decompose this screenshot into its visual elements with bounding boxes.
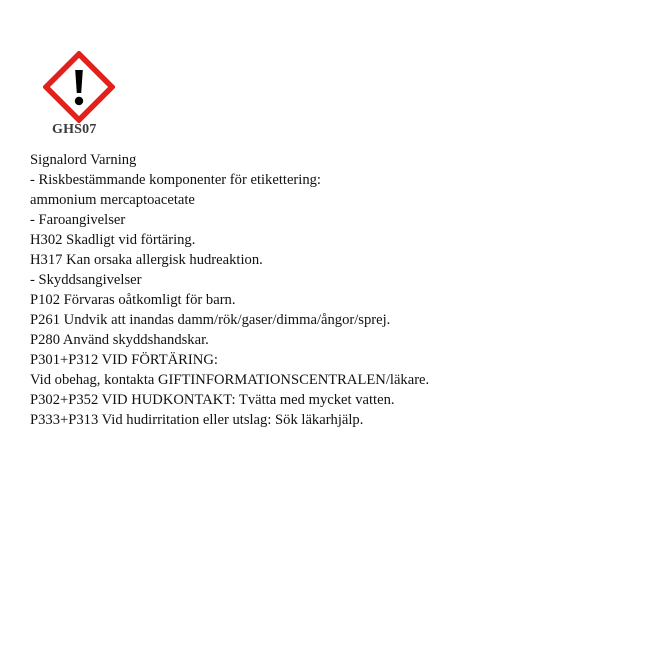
label-text-block [30,150,630,430]
precautionary-statement: P280 Använd skyddshandskar. [30,332,209,348]
precautionary-statement: P301+P312 VID FÖRTÄRING: [30,352,218,368]
precautionary-statement: P102 Förvaras oåtkomligt för barn. [30,292,236,308]
signal-word: Signalord Varning [30,152,137,168]
ghs-code-label: GHS07 [52,122,97,137]
exclamation-mark-icon [43,51,115,123]
components-heading: - Riskbestämmande komponenter för etikettering: [30,172,321,188]
precaution-heading: - Skyddsangivelser [30,272,142,288]
precautionary-statement: Vid obehag, kontakta GIFTINFORMATIONSCENTRALEN/läkare. [30,372,430,388]
hazard-statement: H317 Kan orsaka allergisk hudreaktion. [30,252,263,268]
precautionary-statement: P333+P313 Vid hudirritation eller utslag: Sök läkarhjälp. [30,412,364,428]
component-item: ammonium mercaptoacetate [30,192,195,208]
hazard-heading: - Faroangivelser [30,212,126,228]
ghs07-pictogram [43,51,115,123]
hazard-statement: H302 Skadligt vid förtäring. [30,232,196,248]
precautionary-statement: P302+P352 VID HUDKONTAKT: Tvätta med mycket vatten. [30,392,395,408]
precautionary-statement: P261 Undvik att inandas damm/rök/gaser/dimma/ångor/sprej. [30,312,391,328]
